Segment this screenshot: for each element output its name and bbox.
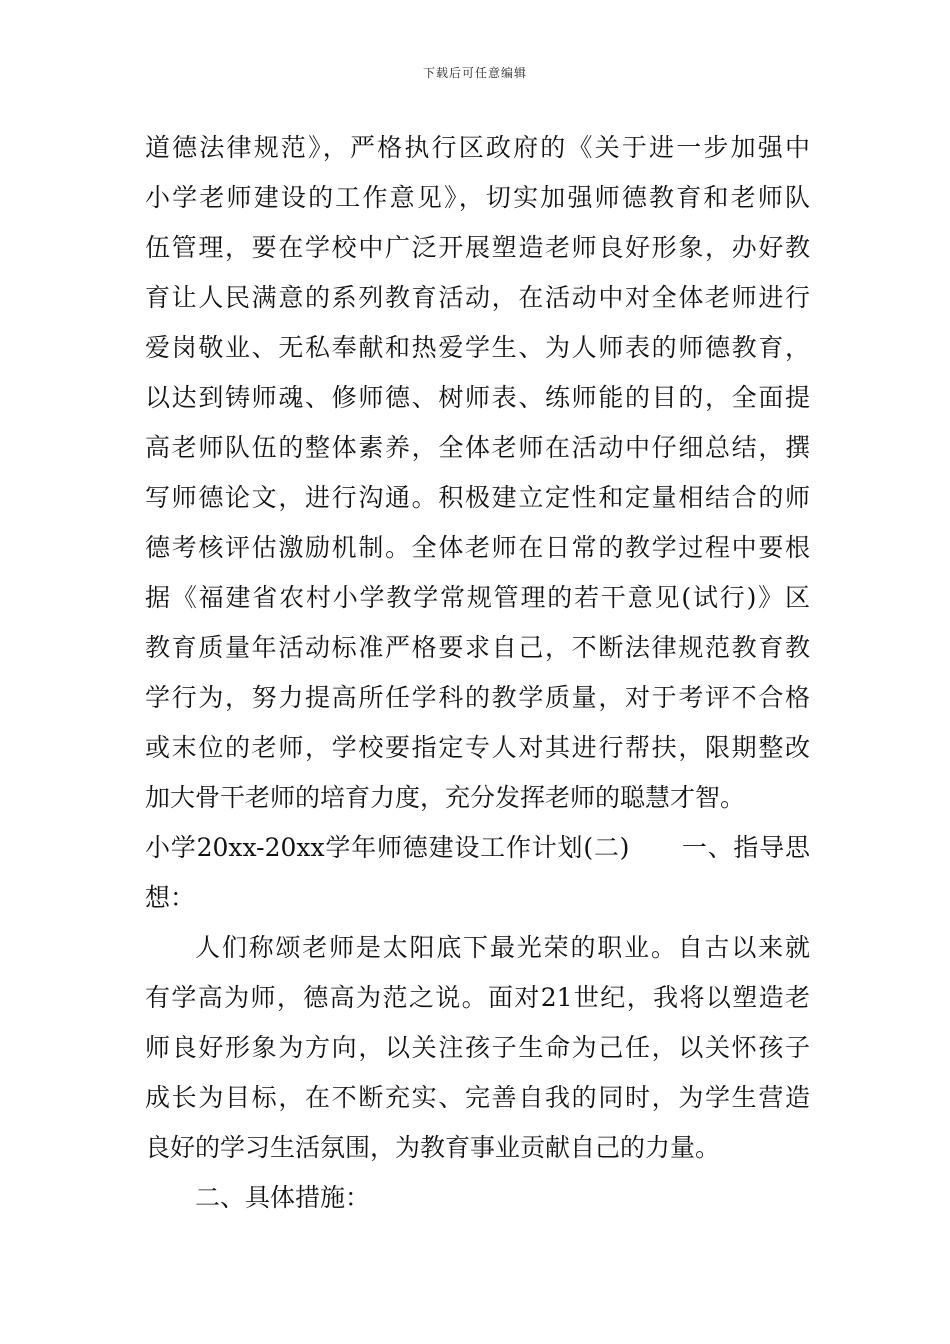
text-line: 学行为，努力提高所任学科的教学质量，对于考评不合格 bbox=[145, 683, 810, 712]
plan-title-line: 小学20xx-20xx学年师德建设工作计划(二) 一、指导思 bbox=[145, 833, 810, 862]
text-line: 小学老师建设的工作意见》，切实加强师德教育和老师队 bbox=[145, 183, 810, 212]
text-line: 高老师队伍的整体素养，全体老师在活动中仔细总结，撰 bbox=[145, 433, 810, 462]
text-line: 师良好形象为方向，以关注孩子生命为己任，以关怀孩子 bbox=[145, 1033, 810, 1062]
text-line: 道德法律规范》，严格执行区政府的《关于进一步加强中 bbox=[145, 133, 810, 162]
text-line: 或末位的老师，学校要指定专人对其进行帮扶，限期整改 bbox=[145, 733, 810, 762]
section-heading: 二、具体措施： bbox=[195, 1183, 371, 1212]
text-line: 据《福建省农村小学教学常规管理的若干意见(试行)》区 bbox=[145, 583, 810, 612]
text-line: 德考核评估激励机制。全体老师在日常的教学过程中要根 bbox=[145, 533, 810, 562]
text-line: 教育质量年活动标准严格要求自己，不断法律规范教育教 bbox=[145, 633, 810, 662]
document-body bbox=[145, 128, 810, 1228]
text-line: 有学高为师，德高为范之说。面对21世纪，我将以塑造老 bbox=[145, 983, 810, 1012]
text-line: 人们称颂老师是太阳底下最光荣的职业。自古以来就 bbox=[195, 933, 810, 962]
text-line: 爱岗敬业、无私奉献和热爱学生、为人师表的师德教育， bbox=[145, 333, 810, 362]
page-header-note: 下载后可任意编辑 bbox=[422, 66, 527, 80]
text-line: 良好的学习生活氛围，为教育事业贡献自己的力量。 bbox=[145, 1133, 721, 1162]
text-line: 育让人民满意的系列教育活动，在活动中对全体老师进行 bbox=[145, 283, 810, 312]
text-line: 加大骨干老师的培育力度，充分发挥老师的聪慧才智。 bbox=[145, 783, 746, 812]
plan-title-line: 想： bbox=[145, 883, 196, 912]
text-line: 以达到铸师魂、修师德、树师表、练师能的目的，全面提 bbox=[145, 383, 810, 412]
text-line: 写师德论文，进行沟通。积极建立定性和定量相结合的师 bbox=[145, 483, 810, 512]
text-line: 伍管理，要在学校中广泛开展塑造老师良好形象，办好教 bbox=[145, 233, 810, 262]
text-line: 成长为目标，在不断充实、完善自我的同时，为学生营造 bbox=[145, 1083, 810, 1112]
